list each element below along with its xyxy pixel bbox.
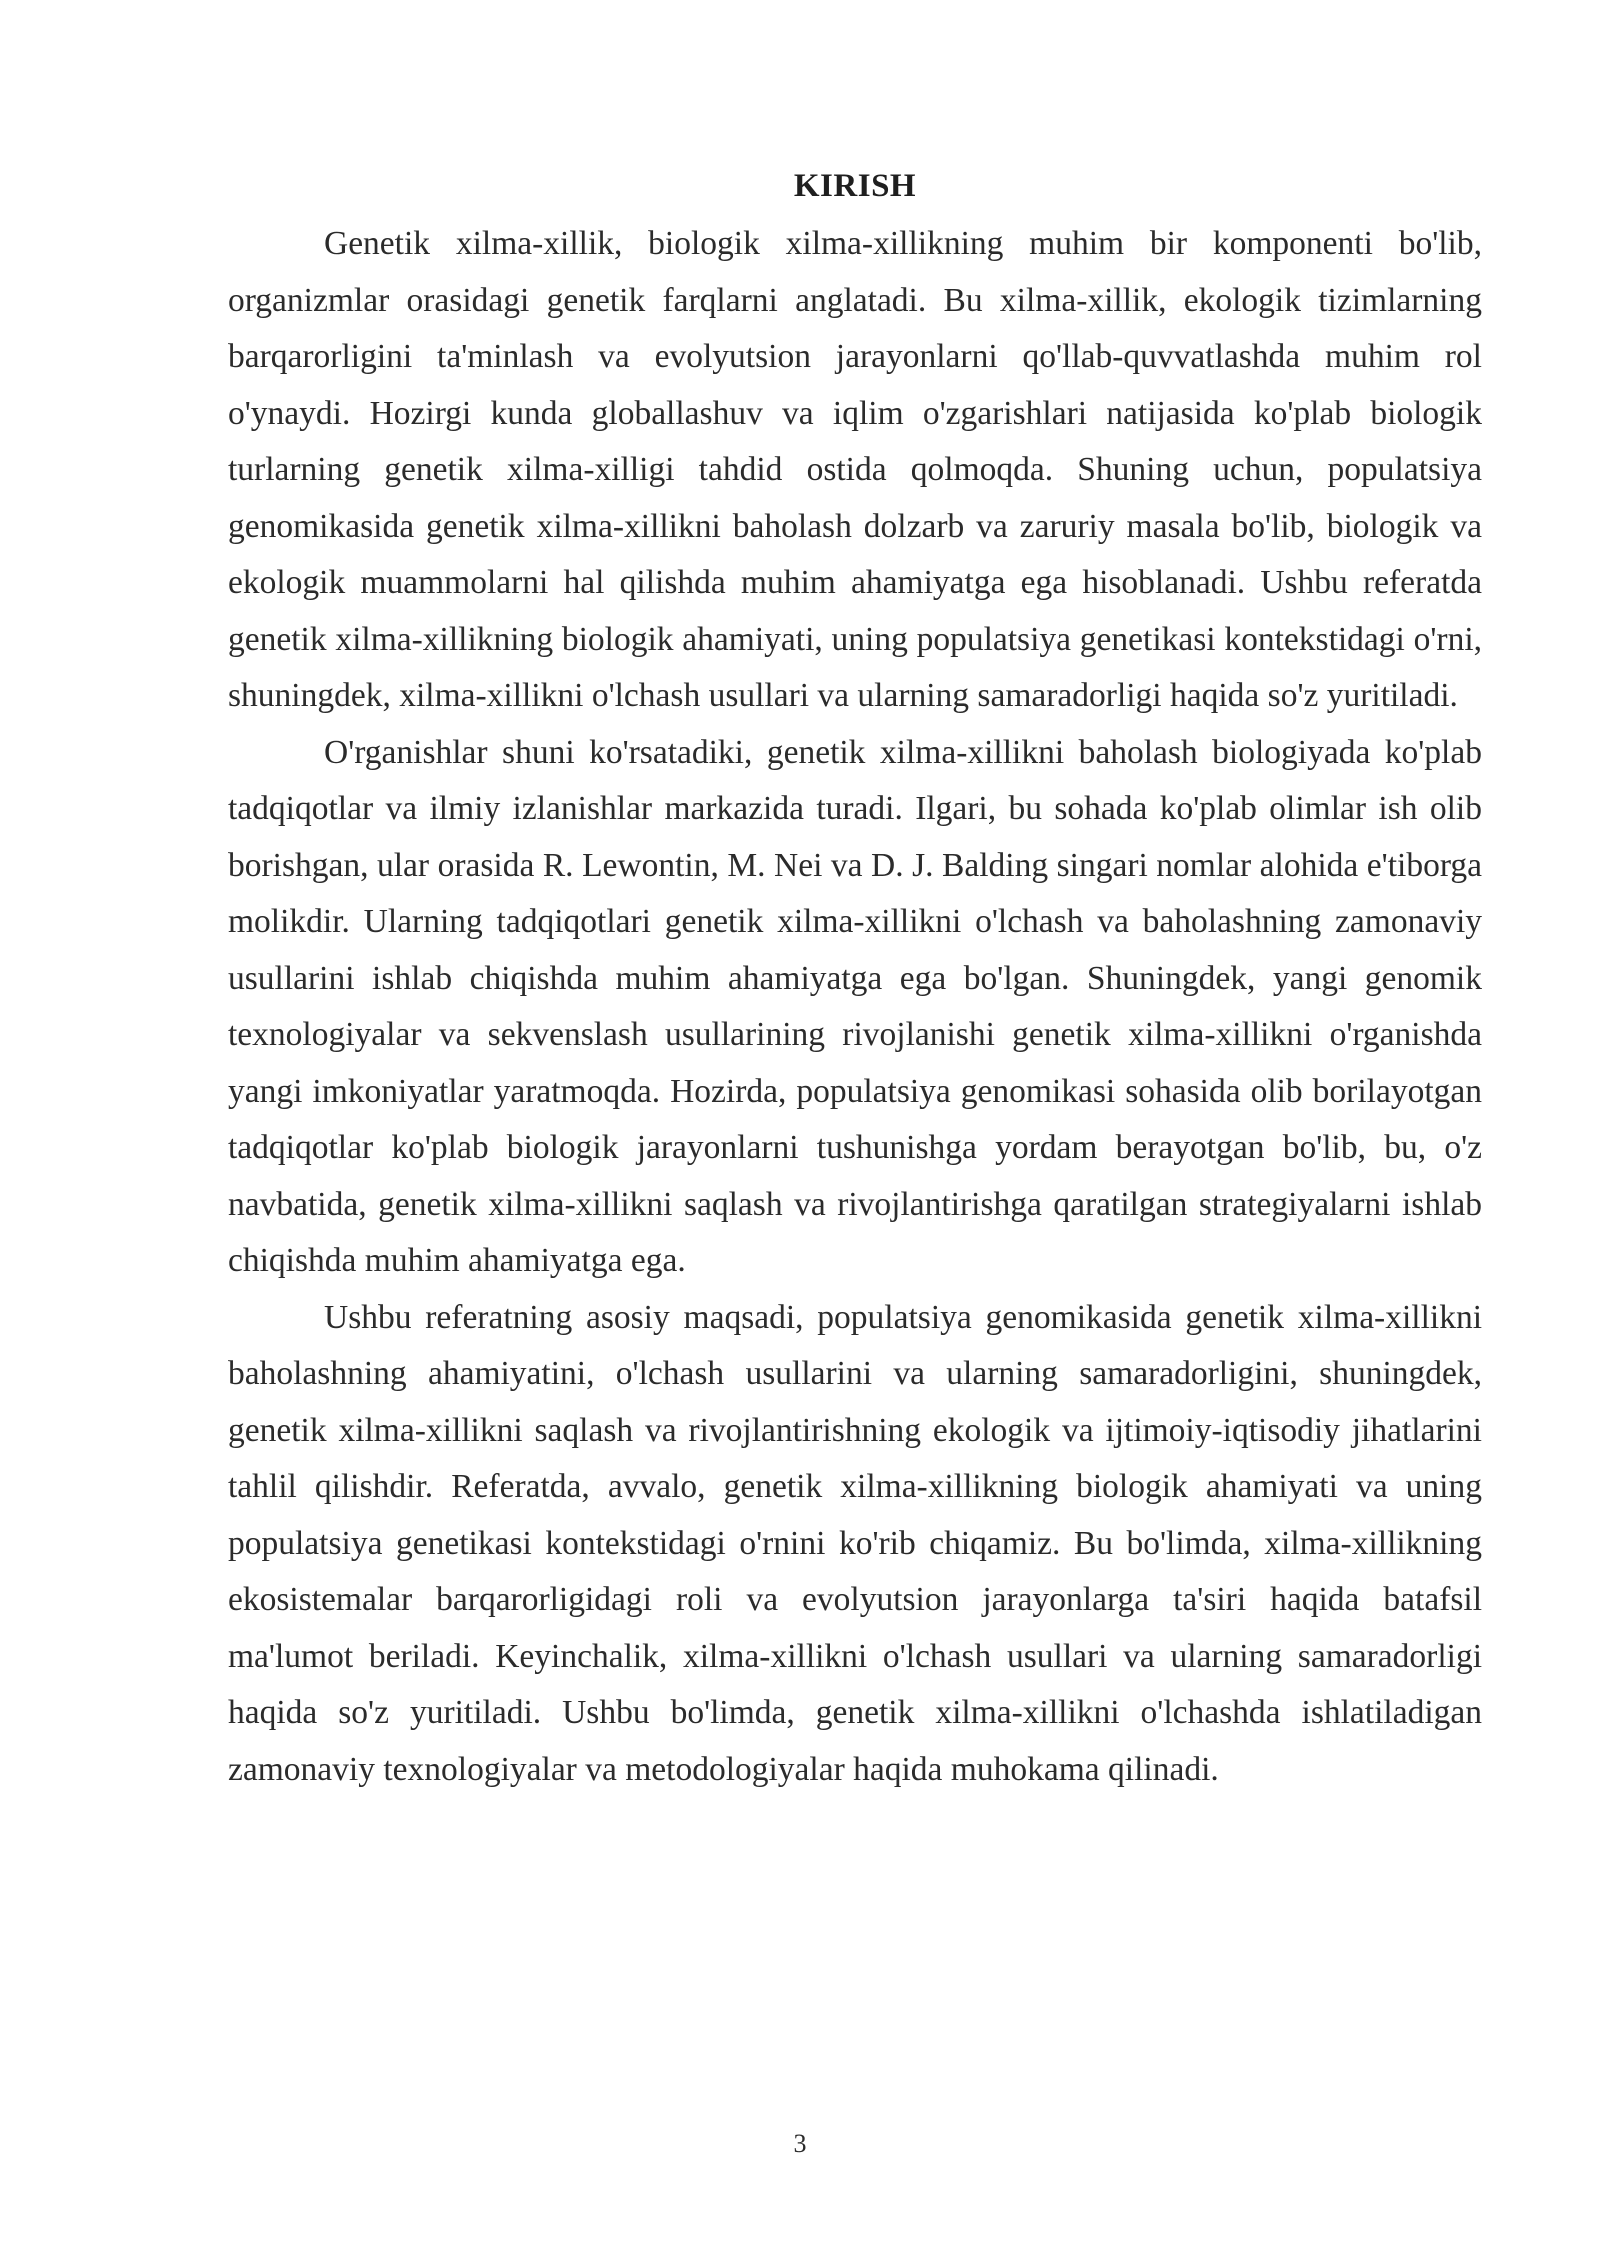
paragraph-1: Genetik xilma-xillik, biologik xilma-xillikning muhim bir komponenti bo'lib, organizmlar orasidagi genetik farqlarni anglatadi. Bu xilma-xillik, ekologik tizimlarning barqarorligini ta'minlash va evolyutsion jarayonlarni qo'llab-quvvatlashda muhim rol o'ynaydi. Hozirgi kunda globallashuv va iqlim o'zgarishlari natijasida ko'plab biologik turlarning genetik xilma-xilligi tahdid ostida qolmoqda. Shuning uchun, populatsiya genomikasida genetik xilma-xillikni baholash dolzarb va zaruriy masala bo'lib, biologik va ekologik muammolarni hal qilishda muhim ahamiyatga ega hisoblanadi. Ushbu referatda genetik xilma-xillikning biologik ahamiyati, uning populatsiya genetikasi kontekstidagi o'rni, shuningdek, xilma-xillikni o'lchash usullari va ularning samaradorligi haqida so'z yuritiladi. [228, 225, 1482, 714]
page-content [228, 162, 1482, 1798]
page-number: 3 [793, 2129, 807, 2158]
paragraph-3: Ushbu referatning asosiy maqsadi, populatsiya genomikasida genetik xilma-xillikni baholashning ahamiyatini, o'lchash usullarini va ularning samaradorligini, shuningdek, genetik xilma-xillikni saqlash va rivojlantirishning ekologik va ijtimoiy-iqtisodiy jihatlarini tahlil qilishdir. Referatda, avvalo, genetik xilma-xillikning biologik ahamiyati va uning populatsiya genetikasi kontekstidagi o'rnini ko'rib chiqamiz. Bu bo'limda, xilma-xillikning ekosistemalar barqarorligidagi roli va evolyutsion jarayonlarga ta'siri haqida batafsil ma'lumot beriladi. Keyinchalik, xilma-xillikni o'lchash usullari va ularning samaradorligi haqida so'z yuritiladi. Ushbu bo'limda, genetik xilma-xillikni o'lchashda ishlatiladigan zamonaviy texnologiyalar va metodologiyalar haqida muhokama qilinadi. [228, 1298, 1482, 1788]
paragraph-2: O'rganishlar shuni ko'rsatadiki, genetik xilma-xillikni baholash biologiyada ko'plab tadqiqotlar va ilmiy izlanishlar markazida turadi. Ilgari, bu sohada ko'plab olimlar ish olib borishgan, ular orasida R. Lewontin, M. Nei va D. J. Balding singari nomlar alohida e'tiborga molikdir. Ularning tadqiqotlari genetik xilma-xillikni o'lchash va baholashning zamonaviy usullarini ishlab chiqishda muhim ahamiyatga ega bo'lgan. Shuningdek, yangi genomik texnologiyalar va sekvenslash usullarining rivojlanishi genetik xilma-xillikni o'rganishda yangi imkoniyatlar yaratmoqda. Hozirda, populatsiya genomikasi sohasida olib borilayotgan tadqiqotlar ko'plab biologik jarayonlarni tushunishga yordam berayotgan bo'lib, bu, o'z navbatida, genetik xilma-xillikni saqlash va rivojlantirishga qaratilgan strategiyalarni ishlab chiqishda muhim ahamiyatga ega. [228, 733, 1482, 1279]
section-heading: KIRISH [793, 168, 917, 204]
